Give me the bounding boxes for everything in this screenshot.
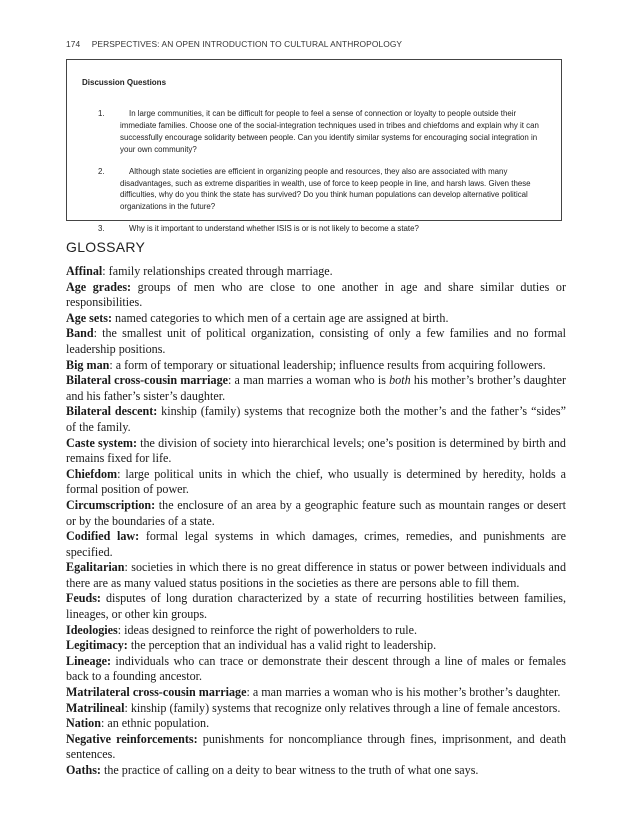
glossary-definition: family relationships created through marriage. bbox=[105, 264, 333, 278]
glossary-definition: a form of temporary or situational leadership; influence results from acquiring followers. bbox=[112, 357, 546, 372]
glossary-definition: disputes of long duration characterized by a state of recurring hostilities between families, lineages, or other kin groups. bbox=[66, 591, 566, 622]
glossary-term: Caste system: bbox=[66, 435, 137, 450]
glossary-list bbox=[66, 264, 566, 779]
question-number: 3. bbox=[98, 224, 105, 234]
question-text: Although state societies are efficient in organizing people and resources, they also are associated with many disadvantages, such as extreme disparities in wealth, use of force to keep people in line, and harsh laws. Given these difficulties, why do you think the state has survived? Do you think human populations can develop alternative political organizations in the future? bbox=[120, 166, 531, 212]
glossary-definition: the division of society into hierarchical levels; one’s position is determined by birth and remains fixed for life. bbox=[66, 435, 566, 466]
glossary-definition: societies in which there is no great difference in status or power between individuals and there are as many valued status positions in the societies as there are persons able to fill them. bbox=[66, 560, 566, 590]
question-text: Why is it important to understand whether ISIS is or is not likely to become a state? bbox=[129, 224, 419, 234]
glossary-definition: named categories to which men of a certain age are assigned at birth. bbox=[112, 310, 449, 325]
glossary-entry bbox=[66, 280, 566, 311]
glossary-definition: kinship (family) systems that recognize both the mother’s and the father’s “sides” of the family. bbox=[66, 404, 566, 434]
glossary-definition: the enclosure of an area by a geographic feature such as mountain ranges or desert or by the boundaries of a state. bbox=[66, 497, 566, 528]
glossary-entry bbox=[66, 404, 566, 435]
glossary-term: Oaths: bbox=[66, 763, 101, 777]
glossary-term: Matrilateral cross-cousin marriage bbox=[66, 685, 247, 700]
glossary-definition: large political units in which the chief, who usually is determined by heredity, holds a formal position of power. bbox=[66, 466, 566, 497]
glossary-entry bbox=[66, 436, 566, 467]
glossary-term: Age sets: bbox=[66, 310, 113, 325]
glossary-definition: ideas designed to reinforce the right of powerholders to rule. bbox=[121, 622, 417, 637]
glossary-term: Big man bbox=[66, 357, 110, 372]
glossary-term: Band bbox=[66, 326, 94, 341]
glossary-heading: GLOSSARY bbox=[66, 239, 146, 255]
glossary-definition: an ethnic population. bbox=[104, 716, 210, 731]
running-title: PERSPECTIVES: AN OPEN INTRODUCTION TO CULTURAL ANTHROPOLOGY bbox=[91, 39, 403, 49]
glossary-term: Legitimacy: bbox=[66, 638, 128, 653]
glossary-entry: Matrilateral cross-cousin marriage: a man marries a woman who is his mother’s brother’s daughter. bbox=[66, 685, 561, 700]
glossary-definition: groups of men who are close to one another in age and share similar duties or responsibilities. bbox=[66, 279, 566, 310]
glossary-definition: his mother’s brother’s daughter and his father’s sister’s daughter. bbox=[66, 373, 566, 403]
glossary-definition: the perception that an individual has a valid right to leadership. bbox=[127, 638, 437, 653]
glossary-entry bbox=[66, 732, 566, 763]
glossary-entry bbox=[66, 654, 566, 685]
question-number: 1. bbox=[98, 109, 105, 118]
glossary-term: Lineage: bbox=[66, 653, 112, 668]
glossary-definition: formal legal systems in which damages, crimes, remedies, and punishments are specified. bbox=[66, 529, 566, 559]
discussion-questions-list bbox=[98, 108, 548, 245]
glossary-entry: Egalitarian: societies in which there is no great difference in status or power between individuals and there are as many valued status positions in the societies as there are persons able to fill them. bbox=[66, 560, 566, 590]
glossary-term: Codified law: bbox=[66, 529, 140, 544]
glossary-term: Matrilineal bbox=[66, 700, 125, 715]
glossary-entry: Ideologies: ideas designed to reinforce the right of powerholders to rule. bbox=[66, 622, 417, 637]
glossary-term: Affinal bbox=[66, 264, 103, 278]
discussion-questions-title: Discussion Questions bbox=[82, 78, 167, 87]
glossary-term: Bilateral descent: bbox=[66, 404, 158, 419]
glossary-definition: the smallest unit of political organization, consisting of only a few families and no formal leadership positions. bbox=[66, 326, 566, 356]
glossary-entry bbox=[66, 591, 566, 622]
glossary-entry: Chiefdom: large political units in which the chief, who usually is determined by heredity, holds a formal position of power. bbox=[66, 466, 566, 497]
glossary-entry: Big man: a form of temporary or situational leadership; influence results from acquiring followers. bbox=[66, 357, 546, 372]
glossary-definition: a man marries a woman who is bbox=[231, 373, 390, 388]
discussion-question bbox=[98, 108, 548, 156]
glossary-term: Egalitarian bbox=[66, 560, 125, 575]
glossary-entry: Nation: an ethnic population. bbox=[66, 716, 210, 731]
glossary-term: Ideologies bbox=[66, 622, 118, 637]
glossary-definition: punishments for noncompliance through fines, imprisonment, and death sentences. bbox=[66, 731, 566, 762]
glossary-definition: a man marries a woman who is his mother’s brother’s daughter. bbox=[249, 685, 561, 700]
glossary-entry bbox=[66, 638, 566, 654]
glossary-term: Nation bbox=[66, 716, 101, 731]
page-number: 174 bbox=[66, 39, 81, 49]
glossary-term: Chiefdom bbox=[66, 466, 118, 481]
glossary-term: Negative reinforcements: bbox=[66, 731, 198, 746]
glossary-entry: Bilateral cross-cousin marriage: a man marries a woman who is both his mother’s brother’s daughter and his father’s sister’s daughter. bbox=[66, 373, 566, 403]
discussion-question bbox=[98, 223, 548, 235]
glossary-entry: Band: the smallest unit of political organization, consisting of only a few families and no formal leadership positions. bbox=[66, 326, 566, 356]
discussion-question bbox=[98, 166, 548, 214]
glossary-term: Age grades: bbox=[66, 279, 132, 294]
glossary-entry: Affinal: family relationships created through marriage. bbox=[66, 264, 333, 278]
glossary-entry bbox=[66, 311, 566, 327]
discussion-questions-box bbox=[66, 59, 562, 234]
glossary-definition: the practice of calling on a deity to bear witness to the truth of what one says. bbox=[100, 763, 479, 777]
glossary-definition: individuals who can trace or demonstrate their descent through a line of males or females back to a founding ancestor. bbox=[66, 653, 566, 684]
glossary-entry: Matrilineal: kinship (family) systems that recognize only relatives through a line of female ancestors. bbox=[66, 700, 561, 715]
glossary-emphasis: both bbox=[389, 373, 411, 388]
glossary-entry bbox=[66, 498, 566, 529]
question-text: In large communities, it can be difficult for people to feel a sense of connection or loyalty to people outside their immediate families. Choose one of the social-integration techniques used in tribes and chiefdoms and explain why it can successfully encourage solidarity between people. Can you identify similar systems for encouraging social integration in your own community? bbox=[120, 109, 539, 154]
question-number: 2. bbox=[98, 166, 105, 176]
glossary-term: Bilateral cross-cousin marriage bbox=[66, 373, 228, 388]
glossary-term: Feuds: bbox=[66, 591, 101, 606]
running-header bbox=[66, 39, 566, 49]
glossary-entry bbox=[66, 529, 566, 560]
glossary-entry bbox=[66, 763, 566, 779]
glossary-term: Circumscription: bbox=[66, 497, 156, 512]
glossary-definition: kinship (family) systems that recognize only relatives through a line of female ancestors. bbox=[127, 700, 561, 715]
